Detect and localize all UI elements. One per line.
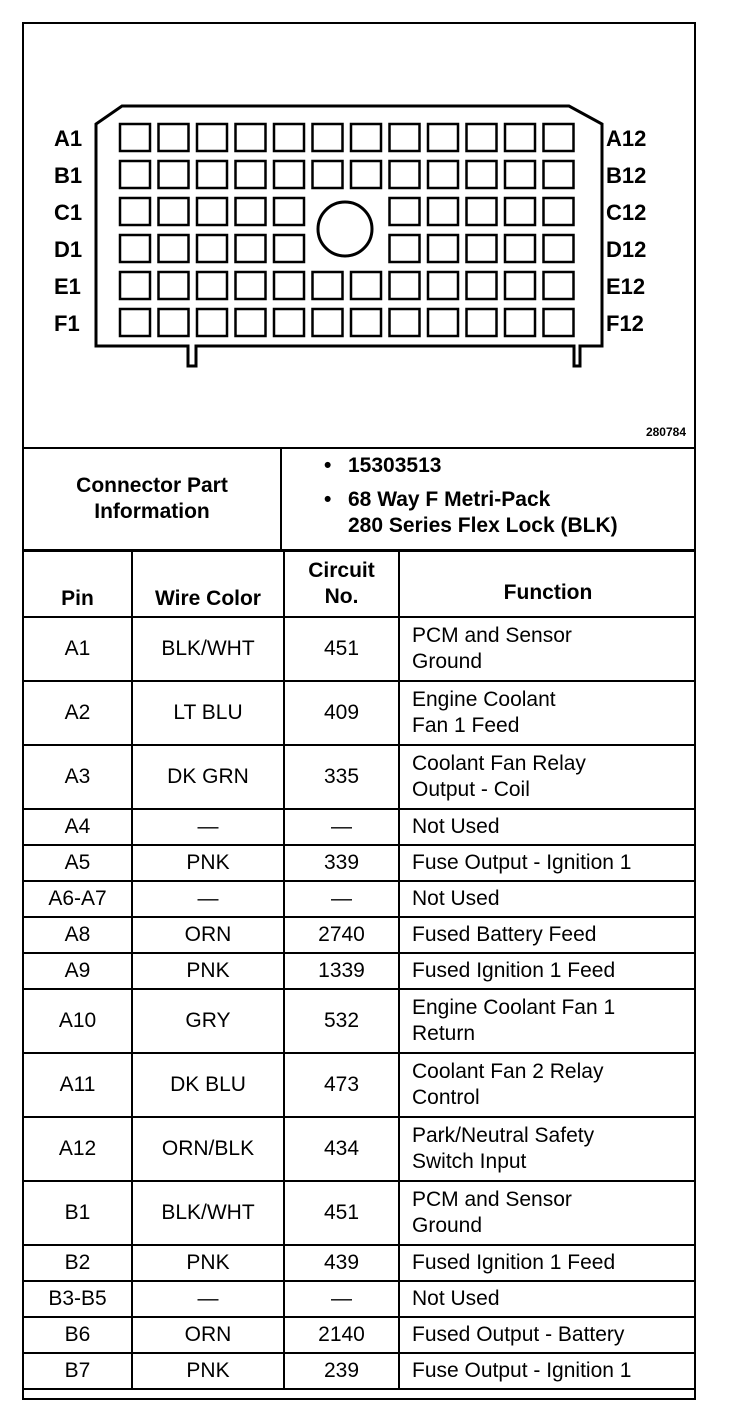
pin-cavity bbox=[467, 161, 497, 188]
header-pin: Pin bbox=[24, 551, 132, 617]
table-row bbox=[24, 1053, 696, 1117]
pin-cavity bbox=[159, 161, 189, 188]
center-boss bbox=[318, 202, 372, 256]
right-row-label: F12 bbox=[606, 311, 644, 336]
pin-cavity bbox=[236, 272, 266, 299]
function-cell: Fused Ignition 1 Feed bbox=[399, 1245, 696, 1281]
function-cell: Fused Battery Feed bbox=[399, 917, 696, 953]
pin-cell: A3 bbox=[24, 745, 132, 809]
wire-color-cell: BLK/WHT bbox=[132, 617, 284, 681]
pin-cavity bbox=[159, 272, 189, 299]
pin-cavity bbox=[274, 272, 304, 299]
connector-description: • 68 Way F Metri-Pack 280 Series Flex Lock (BLK) bbox=[324, 487, 618, 539]
left-row-label: A1 bbox=[54, 126, 83, 151]
pin-cavity bbox=[197, 161, 227, 188]
table-row bbox=[24, 1353, 696, 1389]
function-cell: Fuse Output - Ignition 1 bbox=[399, 845, 696, 881]
pin-cavity bbox=[544, 235, 574, 262]
pin-cavity bbox=[236, 161, 266, 188]
pin-cavity bbox=[313, 272, 343, 299]
table-row bbox=[24, 845, 696, 881]
pin-cavity bbox=[120, 272, 150, 299]
pin-cavity bbox=[120, 235, 150, 262]
pin-cavity bbox=[467, 272, 497, 299]
right-row-label: B12 bbox=[606, 163, 647, 188]
pin-cavity bbox=[505, 161, 535, 188]
wire-color-cell: BLK/WHT bbox=[132, 1181, 284, 1245]
wire-color-cell: LT BLU bbox=[132, 681, 284, 745]
function-cell: Engine Coolant Fan 1 Feed bbox=[399, 681, 696, 745]
table-row bbox=[24, 953, 696, 989]
pin-cavity bbox=[505, 235, 535, 262]
circuit-cell: — bbox=[284, 881, 399, 917]
connector-part-information bbox=[24, 449, 694, 551]
pin-cavity bbox=[467, 198, 497, 225]
pin-cavity bbox=[313, 124, 343, 151]
pin-cavity bbox=[428, 235, 458, 262]
pin-cavity bbox=[120, 198, 150, 225]
pin-cell: A4 bbox=[24, 809, 132, 845]
part-number: • 15303513 bbox=[324, 453, 618, 479]
table-row bbox=[24, 917, 696, 953]
wire-color-cell: PNK bbox=[132, 845, 284, 881]
wire-color-cell: PNK bbox=[132, 1245, 284, 1281]
function-cell: Not Used bbox=[399, 881, 696, 917]
row-labels-right bbox=[606, 126, 646, 336]
circuit-cell: 409 bbox=[284, 681, 399, 745]
function-cell: Coolant Fan 2 Relay Control bbox=[399, 1053, 696, 1117]
wire-color-cell: — bbox=[132, 1281, 284, 1317]
table-row bbox=[24, 881, 696, 917]
pin-cavity bbox=[390, 272, 420, 299]
pin-cavity bbox=[120, 309, 150, 336]
wire-color-cell: GRY bbox=[132, 989, 284, 1053]
header-wire-color: Wire Color bbox=[132, 551, 284, 617]
function-cell: Coolant Fan Relay Output - Coil bbox=[399, 745, 696, 809]
pin-cavity bbox=[505, 272, 535, 299]
pin-cavities bbox=[120, 124, 574, 336]
circuit-cell: — bbox=[284, 809, 399, 845]
left-row-label: E1 bbox=[54, 274, 81, 299]
table-row bbox=[24, 1117, 696, 1181]
function-cell: Fuse Output - Ignition 1 bbox=[399, 1353, 696, 1389]
wire-color-cell: ORN bbox=[132, 1317, 284, 1353]
table-header-row bbox=[24, 551, 696, 617]
pin-cavity bbox=[428, 309, 458, 336]
pin-cavity bbox=[544, 272, 574, 299]
pinout-table bbox=[24, 550, 696, 1390]
pin-cavity bbox=[274, 309, 304, 336]
pin-cavity bbox=[197, 198, 227, 225]
table-row bbox=[24, 617, 696, 681]
circuit-cell: 439 bbox=[284, 1245, 399, 1281]
circuit-cell: 239 bbox=[284, 1353, 399, 1389]
connector-sheet bbox=[22, 22, 696, 1400]
pin-cavity bbox=[505, 309, 535, 336]
pin-cavity bbox=[467, 309, 497, 336]
table-row bbox=[24, 1245, 696, 1281]
circuit-cell: 451 bbox=[284, 1181, 399, 1245]
circuit-cell: 1339 bbox=[284, 953, 399, 989]
circuit-cell: 451 bbox=[284, 617, 399, 681]
function-cell: PCM and Sensor Ground bbox=[399, 617, 696, 681]
pin-cavity bbox=[159, 235, 189, 262]
pin-cavity bbox=[236, 124, 266, 151]
pin-cavity bbox=[505, 198, 535, 225]
pin-cell: B6 bbox=[24, 1317, 132, 1353]
pin-cell: B2 bbox=[24, 1245, 132, 1281]
pin-cell: B3-B5 bbox=[24, 1281, 132, 1317]
function-cell: Park/Neutral Safety Switch Input bbox=[399, 1117, 696, 1181]
table-row bbox=[24, 1281, 696, 1317]
pin-cavity bbox=[390, 124, 420, 151]
pin-cavity bbox=[313, 161, 343, 188]
function-cell: PCM and Sensor Ground bbox=[399, 1181, 696, 1245]
pin-cavity bbox=[197, 309, 227, 336]
pin-cell: A1 bbox=[24, 617, 132, 681]
wire-color-cell: DK BLU bbox=[132, 1053, 284, 1117]
circuit-cell: 473 bbox=[284, 1053, 399, 1117]
pin-cavity bbox=[428, 198, 458, 225]
wire-color-cell: ORN bbox=[132, 917, 284, 953]
pin-cavity bbox=[428, 272, 458, 299]
pin-cavity bbox=[544, 309, 574, 336]
circuit-cell: 532 bbox=[284, 989, 399, 1053]
pin-cavity bbox=[274, 198, 304, 225]
left-row-label: C1 bbox=[54, 200, 83, 225]
wire-color-cell: ORN/BLK bbox=[132, 1117, 284, 1181]
circuit-cell: 2740 bbox=[284, 917, 399, 953]
pin-cavity bbox=[467, 235, 497, 262]
pin-cavity bbox=[236, 235, 266, 262]
pin-cavity bbox=[274, 235, 304, 262]
wire-color-cell: DK GRN bbox=[132, 745, 284, 809]
table-row bbox=[24, 1181, 696, 1245]
circuit-cell: 434 bbox=[284, 1117, 399, 1181]
header-circuit-no: Circuit No. bbox=[284, 551, 399, 617]
function-cell: Fused Output - Battery bbox=[399, 1317, 696, 1353]
pin-cavity bbox=[236, 309, 266, 336]
connector-info-values bbox=[324, 453, 618, 539]
pin-cell: B1 bbox=[24, 1181, 132, 1245]
function-cell: Not Used bbox=[399, 1281, 696, 1317]
left-row-label: F1 bbox=[54, 311, 80, 336]
function-cell: Not Used bbox=[399, 809, 696, 845]
pin-cavity bbox=[544, 124, 574, 151]
pin-cavity bbox=[351, 309, 381, 336]
table-row bbox=[24, 989, 696, 1053]
pin-cavity bbox=[274, 124, 304, 151]
table-row bbox=[24, 809, 696, 845]
pin-cell: B7 bbox=[24, 1353, 132, 1389]
circuit-cell: 339 bbox=[284, 845, 399, 881]
connector-info-label: Connector Part Information bbox=[24, 449, 282, 549]
pin-cavity bbox=[159, 309, 189, 336]
left-row-label: D1 bbox=[54, 237, 83, 262]
pin-cavity bbox=[197, 235, 227, 262]
pin-cavity bbox=[428, 124, 458, 151]
function-cell: Engine Coolant Fan 1 Return bbox=[399, 989, 696, 1053]
pin-cavity bbox=[159, 124, 189, 151]
wire-color-cell: — bbox=[132, 881, 284, 917]
table-row bbox=[24, 745, 696, 809]
table-row bbox=[24, 681, 696, 745]
pin-cavity bbox=[351, 124, 381, 151]
pin-cavity bbox=[197, 124, 227, 151]
pin-cavity bbox=[236, 198, 266, 225]
right-row-label: E12 bbox=[606, 274, 646, 299]
connector-face-drawing bbox=[24, 24, 694, 447]
wire-color-cell: — bbox=[132, 809, 284, 845]
right-row-label: C12 bbox=[606, 200, 647, 225]
pin-cavity bbox=[544, 161, 574, 188]
left-row-label: B1 bbox=[54, 163, 83, 188]
pin-cell: A12 bbox=[24, 1117, 132, 1181]
pin-cavity bbox=[544, 198, 574, 225]
pin-cavity bbox=[197, 272, 227, 299]
pin-cavity bbox=[313, 309, 343, 336]
pin-cell: A11 bbox=[24, 1053, 132, 1117]
pin-cavity bbox=[505, 124, 535, 151]
header-function: Function bbox=[399, 551, 696, 617]
pin-cell: A9 bbox=[24, 953, 132, 989]
circuit-cell: — bbox=[284, 1281, 399, 1317]
row-labels-left bbox=[54, 126, 82, 336]
pin-cavity bbox=[351, 161, 381, 188]
pin-cavity bbox=[390, 161, 420, 188]
pin-cavity bbox=[428, 161, 458, 188]
pin-cell: A10 bbox=[24, 989, 132, 1053]
pin-cell: A2 bbox=[24, 681, 132, 745]
table-row bbox=[24, 1317, 696, 1353]
figure-number: 280784 bbox=[645, 425, 686, 439]
right-row-label: A12 bbox=[606, 126, 647, 151]
right-row-label: D12 bbox=[606, 237, 647, 262]
pin-cavity bbox=[120, 124, 150, 151]
pin-cavity bbox=[390, 235, 420, 262]
circuit-cell: 335 bbox=[284, 745, 399, 809]
wire-color-cell: PNK bbox=[132, 953, 284, 989]
pinout-table-body bbox=[24, 617, 696, 1389]
pin-cavity bbox=[351, 272, 381, 299]
pin-cavity bbox=[274, 161, 304, 188]
pin-cavity bbox=[159, 198, 189, 225]
pin-cell: A6-A7 bbox=[24, 881, 132, 917]
pin-cell: A8 bbox=[24, 917, 132, 953]
pin-cavity bbox=[390, 198, 420, 225]
connector-diagram bbox=[24, 24, 694, 449]
function-cell: Fused Ignition 1 Feed bbox=[399, 953, 696, 989]
pin-cavity bbox=[467, 124, 497, 151]
circuit-cell: 2140 bbox=[284, 1317, 399, 1353]
pin-cavity bbox=[120, 161, 150, 188]
wire-color-cell: PNK bbox=[132, 1353, 284, 1389]
pin-cell: A5 bbox=[24, 845, 132, 881]
pin-cavity bbox=[390, 309, 420, 336]
